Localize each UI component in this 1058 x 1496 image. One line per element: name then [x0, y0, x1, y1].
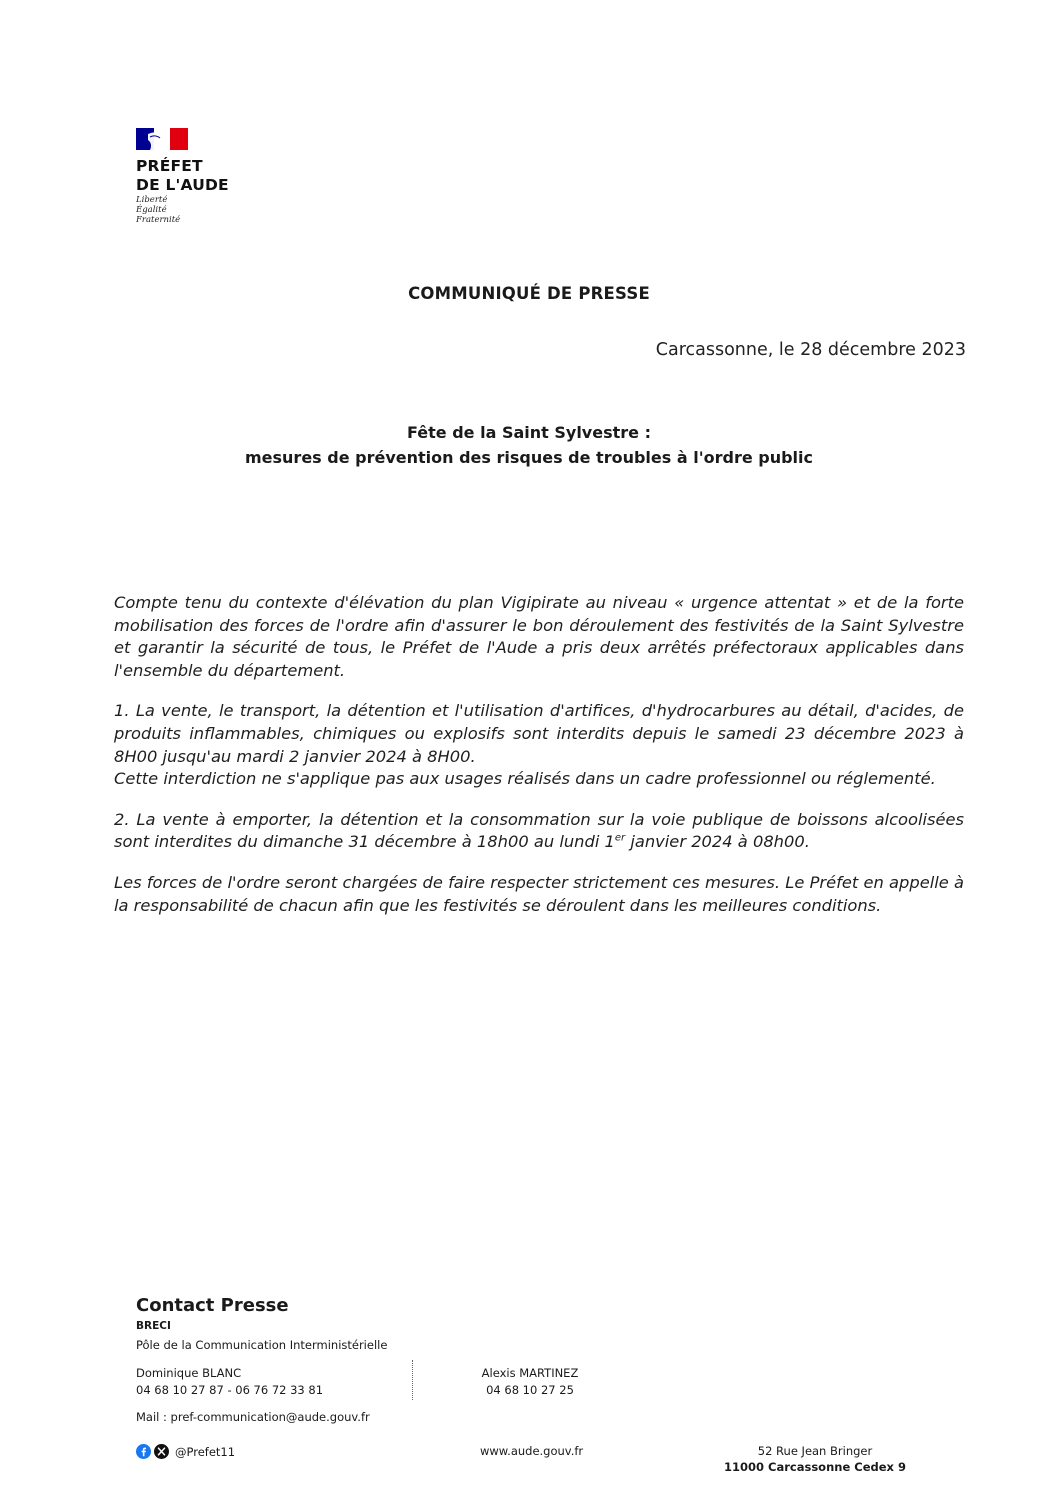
motto-fraternite: Fraternité: [136, 215, 181, 225]
contact-separator: [412, 1360, 413, 1400]
address-line-1: 52 Rue Jean Bringer: [757, 1444, 873, 1458]
contact1-name: Dominique BLANC: [136, 1366, 242, 1380]
body-text: [114, 592, 964, 935]
paragraph-measure-2: [114, 809, 964, 854]
paragraph-enforcement: Les forces de l'ordre seront chargées de faire respecter strictement ces mesures. Le Préfet en appelle à la responsabilité de chacun afin que les festivités se déroulent dans les meilleures conditions.: [114, 872, 964, 915]
measure-2-text-end: janvier 2024 à 08h00.: [625, 832, 810, 852]
paragraph-measure-1: [114, 700, 964, 790]
headline: [0, 420, 1058, 470]
contact-pole: Pôle de la Communication Interministérielle: [136, 1338, 388, 1352]
logo-line-prefet: PRÉFET: [136, 157, 203, 175]
motto-liberte: Liberté: [136, 195, 168, 205]
measure-2-superscript: er: [614, 832, 626, 844]
motto-egalite: Égalité: [136, 205, 167, 215]
paragraph-context: Compte tenu du contexte d'élévation du plan Vigipirate au niveau « urgence attentat » et de la forte mobilisation des forces de l'ordre afin d'assurer le bon déroulement des festivités de la Saint Sylvestre et garantir la sécurité de tous, le Préfet de l'Aude a pris deux arrêtés préfectoraux applicables dans l'ensemble du département.: [114, 593, 964, 680]
contact-title: Contact Presse: [136, 1295, 289, 1316]
contact1-phone: 04 68 10 27 87 - 06 76 72 33 81: [136, 1383, 324, 1397]
headline-line-2: mesures de prévention des risques de troubles à l'ordre public: [244, 448, 813, 467]
measure-2-text: 2. La vente à emporter, la détention et la consommation sur la voie publique de boissons alcoolisées sont interdites du dimanche 31 décembre à 18h00 au lundi 1: [114, 809, 964, 852]
document-type: COMMUNIQUÉ DE PRESSE: [408, 284, 650, 303]
contact-org: BRECI: [136, 1320, 171, 1332]
measure-1-text: 1. La vente, le transport, la détention et l'utilisation d'artifices, d'hydrocarbures au détail, d'acides, de produits inflammables, chimiques ou explosifs sont interdits depuis le samedi 23 décembre 2023 à 8H00 jusqu'au mardi 2 janvier 2024 à 8H00.: [114, 701, 964, 766]
facebook-icon[interactable]: [136, 1444, 151, 1459]
x-icon[interactable]: [154, 1444, 169, 1459]
social-links: [136, 1444, 235, 1459]
address-line-2: 11000 Carcassonne Cedex 9: [724, 1460, 906, 1474]
contact-mail[interactable]: Mail : pref-communication@aude.gouv.fr: [136, 1410, 370, 1424]
contact2-name: Alexis MARTINEZ: [481, 1366, 579, 1380]
logo-line-aude: DE L'AUDE: [136, 176, 229, 194]
social-handle[interactable]: @Prefet11: [175, 1444, 236, 1459]
headline-line-1: Fête de la Saint Sylvestre :: [407, 423, 651, 442]
contact2-phone: 04 68 10 27 25: [486, 1383, 574, 1397]
measure-1-exception: Cette interdiction ne s'applique pas aux usages réalisés dans un cadre professionnel ou réglementé.: [114, 769, 936, 789]
website-link[interactable]: www.aude.gouv.fr: [480, 1444, 584, 1458]
marianne-icon: [136, 128, 188, 150]
prefecture-logo: [136, 128, 266, 225]
document-date: Carcassonne, le 28 décembre 2023: [655, 340, 966, 360]
